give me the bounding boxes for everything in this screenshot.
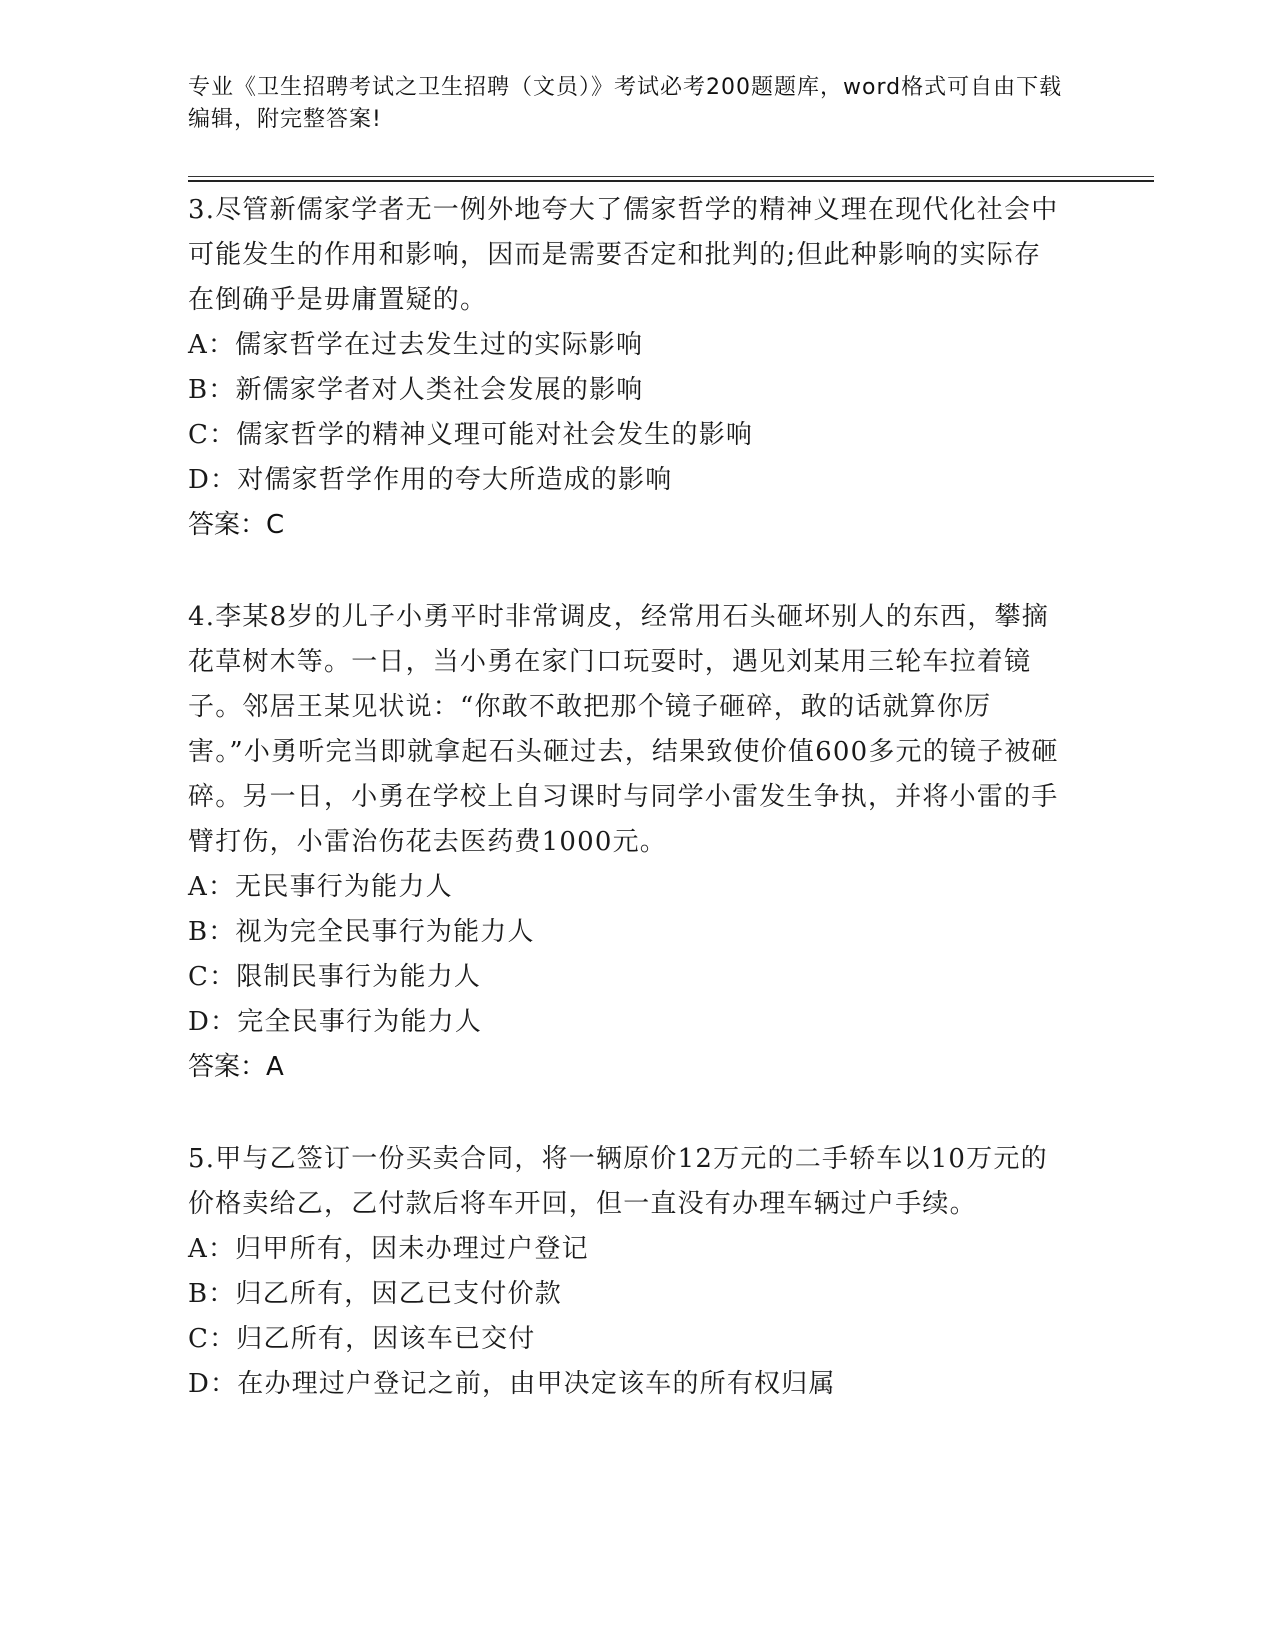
- question-4: [188, 595, 1068, 1090]
- option-a: A：儒家哲学在过去发生过的实际影响: [188, 330, 644, 360]
- document-header-title: 专业《卫生招聘考试之卫生招聘（文员）》考试必考200题题库，word格式可自由下载编辑，附完整答案!: [188, 75, 1063, 132]
- question-5: [188, 1137, 1068, 1407]
- header-divider-thick: [188, 180, 1154, 182]
- option-d: D：对儒家哲学作用的夸大所造成的影响: [188, 465, 673, 495]
- question-stem: 5.甲与乙签订一份买卖合同，将一辆原价12万元的二手轿车以10万元的价格卖给乙，乙付款后将车开回，但一直没有办理车辆过户手续。: [188, 1144, 1048, 1219]
- option-b: B：归乙所有，因乙已支付价款: [188, 1279, 562, 1309]
- option-d: D：完全民事行为能力人: [188, 1007, 483, 1037]
- question-list: [188, 188, 1068, 1454]
- answer-label: 答案：C: [188, 510, 285, 540]
- answer-label: 答案：A: [188, 1052, 284, 1082]
- option-a: A：归甲所有，因未办理过户登记: [188, 1234, 589, 1264]
- option-c: C：儒家哲学的精神义理可能对社会发生的影响: [188, 420, 754, 450]
- option-c: C：归乙所有，因该车已交付: [188, 1324, 536, 1354]
- question-3: [188, 188, 1068, 548]
- option-b: B：新儒家学者对人类社会发展的影响: [188, 375, 644, 405]
- question-stem: 3.尽管新儒家学者无一例外地夸大了儒家哲学的精神义理在现代化社会中可能发生的作用和影响，因而是需要否定和批判的;但此种影响的实际存在倒确乎是毋庸置疑的。: [188, 195, 1059, 315]
- option-b: B：视为完全民事行为能力人: [188, 917, 535, 947]
- option-a: A：无民事行为能力人: [188, 872, 453, 902]
- option-d: D：在办理过户登记之前，由甲决定该车的所有权归属: [188, 1369, 836, 1399]
- option-c: C：限制民事行为能力人: [188, 962, 482, 992]
- header-divider-thin: [188, 176, 1154, 177]
- question-stem: 4.李某8岁的儿子小勇平时非常调皮，经常用石头砸坏别人的东西，攀摘花草树木等。一日，当小勇在家门口玩耍时，遇见刘某用三轮车拉着镜子。邻居王某见状说：“你敢不敢把那个镜子砸碎，敢的话就算你厉害。”小勇听完当即就拿起石头砸过去，结果致使价值600多元的镜子被砸碎。另一日，小勇在学校上自习课时与同学小雷发生争执，并将小雷的手臂打伤，小雷治伤花去医药费1000元。: [188, 602, 1059, 857]
